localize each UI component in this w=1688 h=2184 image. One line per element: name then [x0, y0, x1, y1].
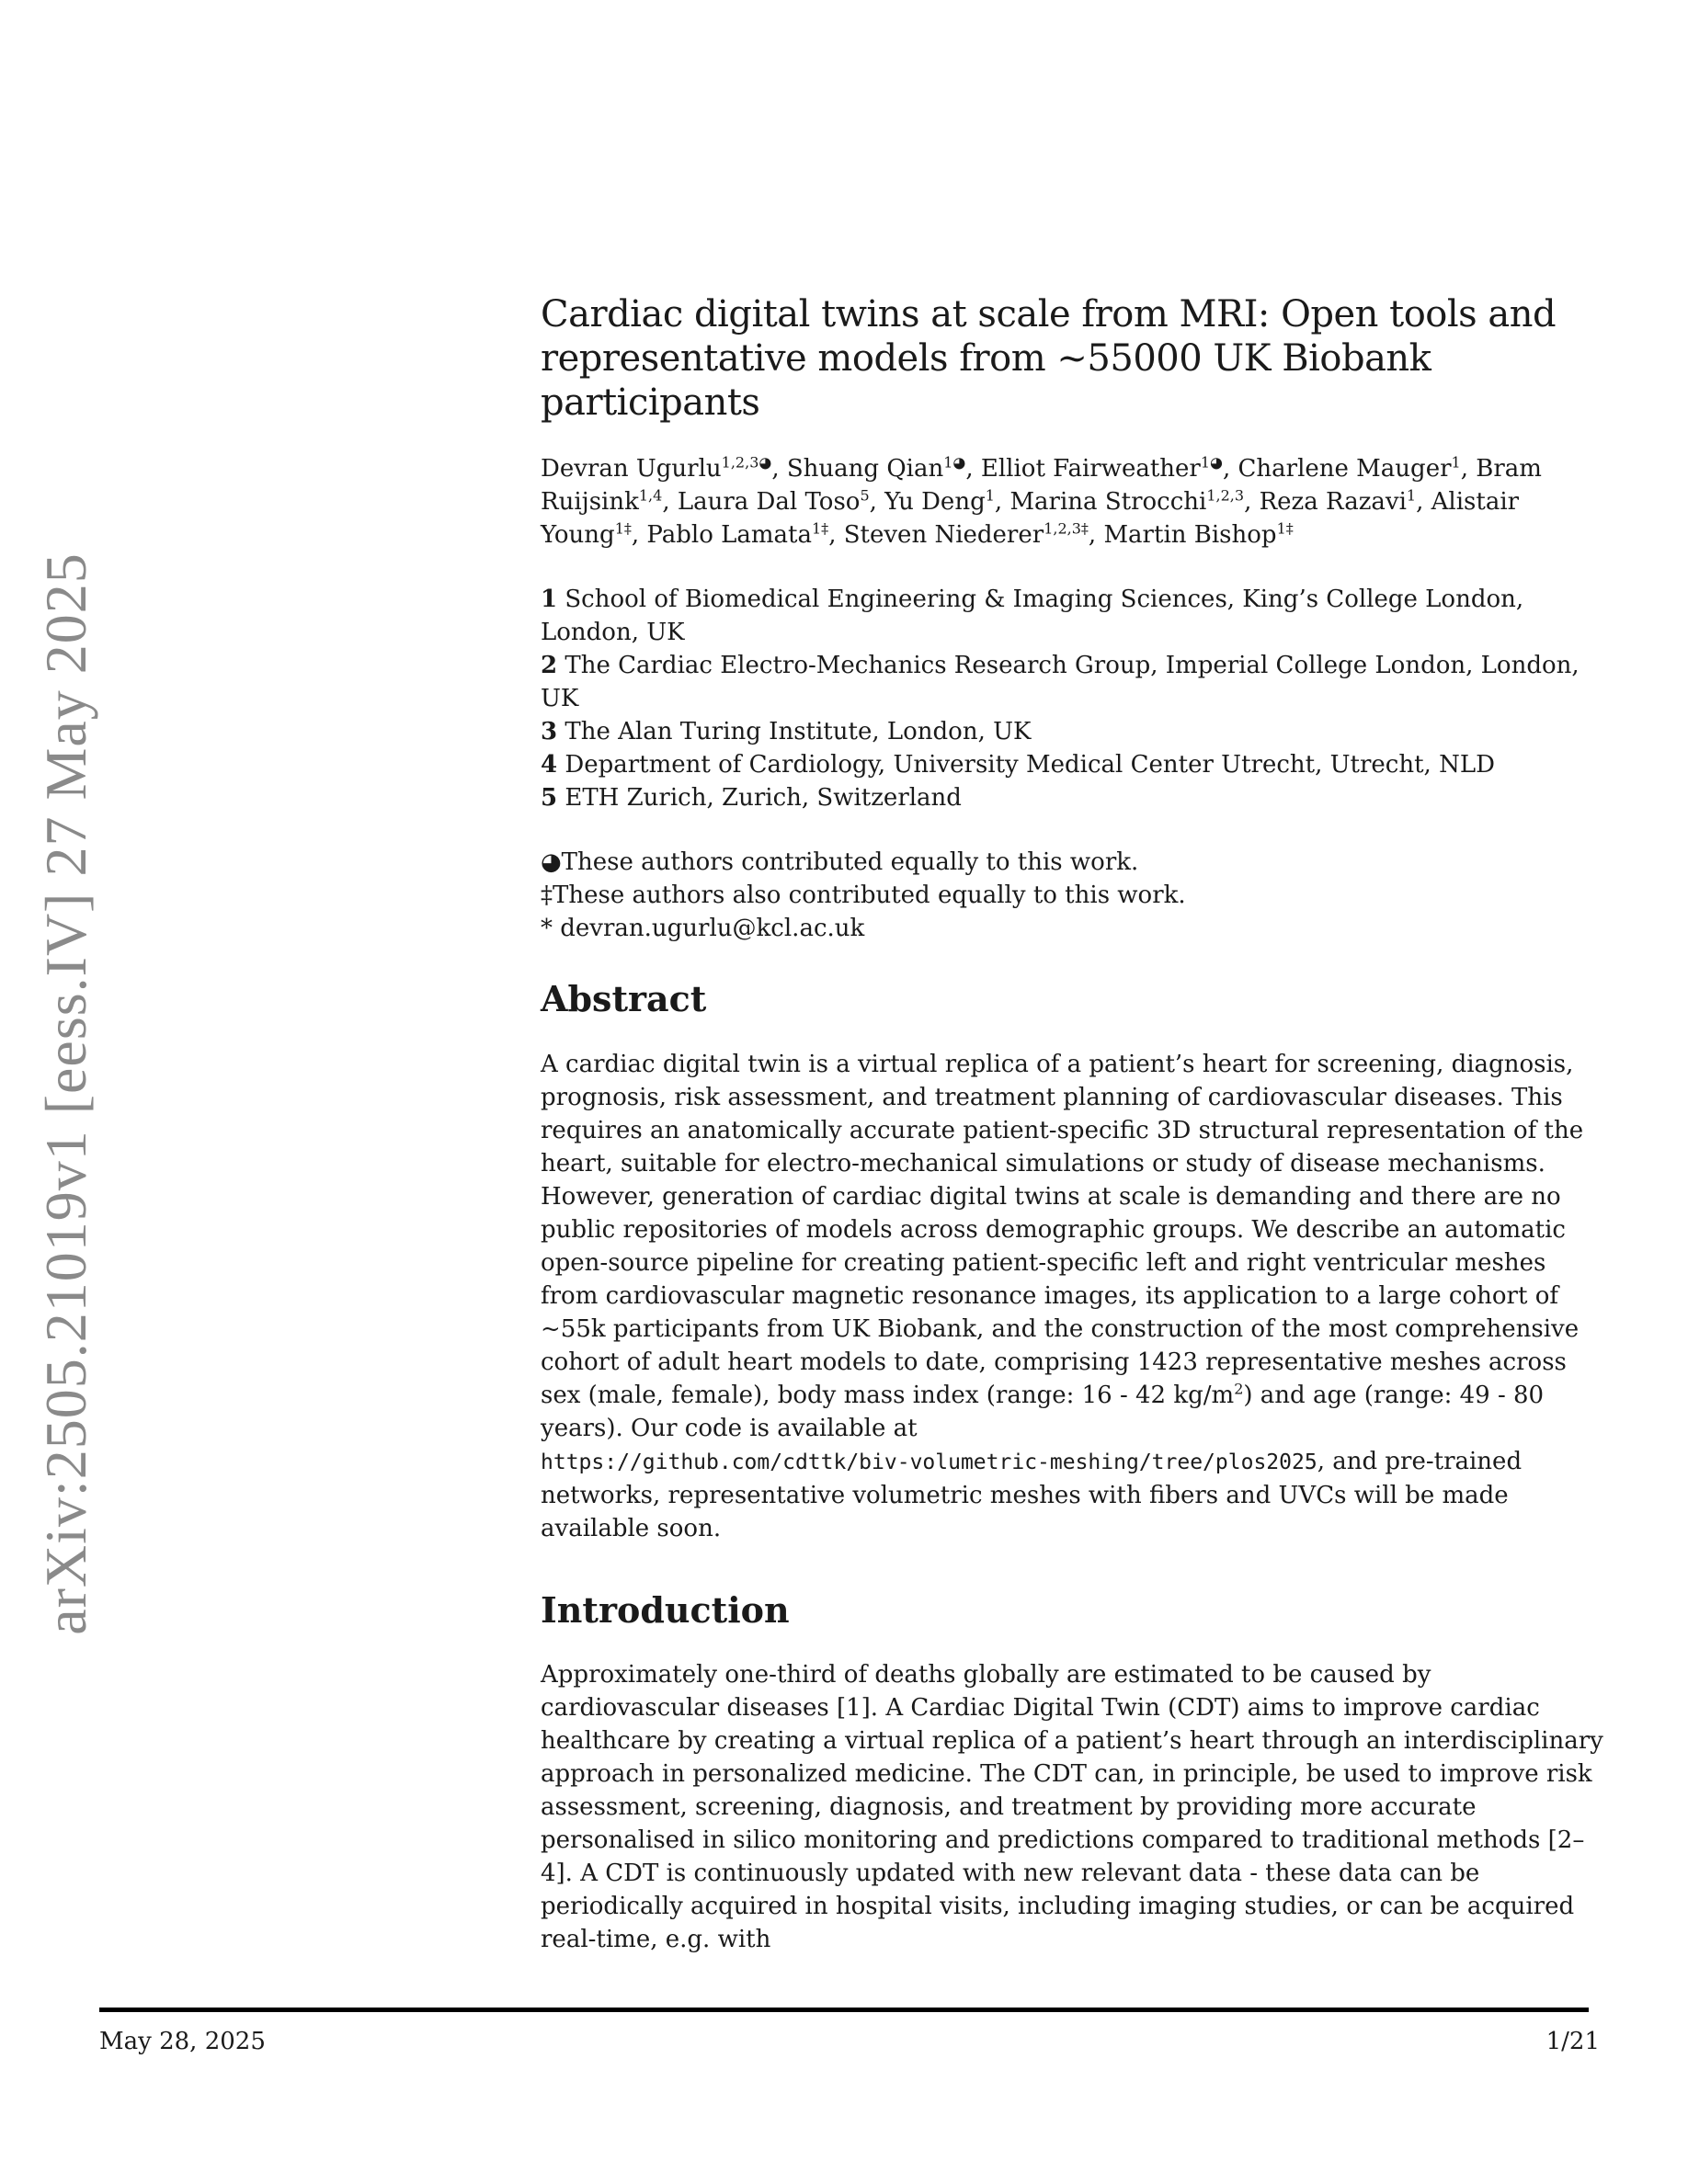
paper-content — [541, 292, 1607, 1956]
author: Elliot Fairweather$^{1◕}$, — [980, 453, 1238, 483]
footer-date: May 28, 2025 — [99, 2028, 266, 2055]
code-url-link[interactable]: https://github.com/cdttk/biv-volumetric-meshing/tree/plos2025 — [541, 1450, 1317, 1474]
introduction-text: Approximately one-third of deaths globally are estimated to be caused by cardiovascular diseases [1]. A Cardiac Digital Twin (CDT) aims to improve cardiac healthcare by creating a virtual replica of a patient’s heart through an interdisciplinary approach in personalized medicine. The CDT can, in principle, be used to improve risk assessment, screening, diagnosis, and treatment by providing more accurate personalised in silico monitoring and predictions compared to traditional methods [2–4]. A CDT is continuously updated with new relevant data - these data can be periodically acquired in hospital visits, including imaging studies, or can be acquired real-time, e.g. with — [541, 1661, 1603, 1954]
affiliation-list — [541, 583, 1607, 814]
author: Yu Deng$^1$, — [884, 486, 1010, 516]
author: Charlene Mauger$^1$, — [1237, 453, 1477, 483]
title-line-2: representative models from ~55000 UK Biobank participants — [541, 337, 1431, 424]
author: Pablo Lamata$^{1\ddagger}$, — [646, 519, 844, 549]
also-equal-contribution-note: ‡These authors also contributed equally to this work. — [541, 882, 1186, 909]
corresponding-email[interactable]: * devran.ugurlu@kcl.ac.uk — [541, 915, 865, 942]
author: Laura Dal Toso$^5$, — [677, 486, 885, 516]
author-list — [541, 452, 1607, 552]
author: Alistair Young$^{1\ddagger}$, — [541, 488, 1520, 549]
introduction-heading: Introduction — [541, 1588, 790, 1631]
affiliation-item: 3 The Alan Turing Institute, London, UK — [541, 718, 1032, 745]
author: Shuang Qian$^{1◕}$, — [786, 453, 981, 483]
affiliation-item: 4 Department of Cardiology, University Medical Center Utrecht, Utrecht, NLD — [541, 751, 1495, 779]
author: Steven Niederer$^{1,2,3\ddagger}$, — [843, 519, 1104, 549]
abstract-heading: Abstract — [541, 978, 707, 1019]
author-notes — [541, 846, 1607, 945]
author: Reza Razavi$^1$, — [1259, 486, 1431, 516]
title-line-1: Cardiac digital twins at scale from MRI: Open tools and — [541, 293, 1557, 336]
equal-contribution-note: ◕These authors contributed equally to this work. — [541, 848, 1139, 876]
arxiv-sidebar-stamp: arXiv:2505.21019v1 [eess.IV] 27 May 2025 — [33, 552, 98, 1635]
author: Marina Strocchi$^{1,2,3}$, — [1009, 486, 1260, 516]
footer-page-number: 1/21 — [1545, 2028, 1600, 2055]
affiliation-item: 5 ETH Zurich, Zurich, Switzerland — [541, 784, 962, 812]
author: Martin Bishop$^{1\ddagger}$ — [1103, 519, 1294, 549]
footer-rule — [99, 2008, 1589, 2012]
abstract-text: A cardiac digital twin is a virtual replica of a patient’s heart for screening, diagnosis, prognosis, risk assessment, and treatment planning of cardiovascular diseases. This requires an anatomically accurate patient-specific 3D structural representation of the heart, suitable for electro-mechanical simulations or study of disease mechanisms. However, generation of cardiac digital twins at scale is demanding and there are no public repositories of models across demographic groups. We describe an automatic open-source pipeline for creating patient-specific left and right ventricular meshes from cardiovascular magnetic resonance images, its application to a large cohort of ~55k participants from UK Biobank, and the construction of the most comprehensive cohort of adult heart models to date, comprising 1423 representative meshes across sex (male, female), body mass index (range: 16 - 42 $kg/m^2$) and age (range: 49 - 80 years). Our code is available at https://github.com/cdttk/biv-volumetric-meshing/tree/plos2025, and pre-trained networks, representative volumetric meshes with fibers and UVCs will be made available soon. — [541, 1050, 1584, 1542]
author: Devran Ugurlu$^{1,2,3◕}$, — [541, 453, 787, 483]
affiliation-item: 2 The Cardiac Electro-Mechanics Research Group, Imperial College London, London, UK — [541, 652, 1580, 712]
paper-title — [541, 292, 1607, 425]
author: Bram Ruijsink$^{1,4}$, — [541, 455, 1542, 516]
affiliation-item: 1 School of Biomedical Engineering & Imaging Sciences, King’s College London, London, UK — [541, 586, 1524, 646]
